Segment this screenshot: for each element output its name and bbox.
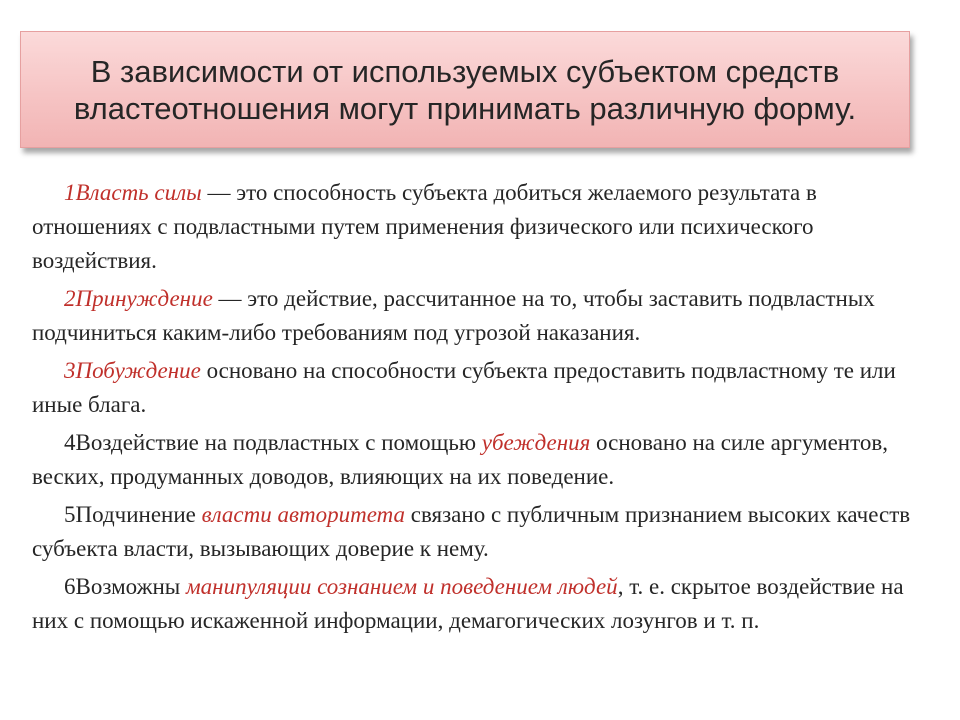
slide-title [74, 53, 856, 127]
paragraph-authority [32, 498, 932, 566]
paragraph-text: — это способность субъекта добиться желаемого результата в отношениях с подвластными путем применения физического или психического воздействия. [32, 180, 817, 273]
term-power-of-force: 1Власть силы [64, 180, 202, 205]
paragraph-coercion [32, 282, 932, 350]
term-authority: власти авторитета [201, 502, 405, 527]
body-text [32, 176, 932, 642]
paragraph-manipulation [32, 570, 932, 638]
paragraph-text-after: основано на силе аргументов, веских, продуманных доводов, влияющих на их поведение. [32, 430, 888, 489]
paragraph-text: основано на способности субъекта предоставить подвластному те или иные блага. [32, 358, 896, 417]
paragraph-text-after: , т. е. скрытое воздействие на них с помощью искаженной информации, демагогических лозунгов и т. п. [32, 574, 904, 633]
title-box [20, 31, 910, 148]
paragraph-text-before: 5Подчинение [64, 502, 202, 527]
title-line-1: В зависимости от используемых субъектом средств [90, 53, 840, 89]
paragraph-power-of-force [32, 176, 932, 278]
paragraph-persuasion [32, 426, 932, 494]
term-persuasion: убеждения [481, 430, 591, 455]
term-manipulation: манипуляции сознанием и поведением людей [186, 574, 618, 599]
term-inducement: 3Побуждение [64, 358, 201, 383]
paragraph-text: — это действие, рассчитанное на то, чтобы заставить подвластных подчиниться каким-либо требованиям под угрозой наказания. [32, 286, 875, 345]
paragraph-text-after: связано с публичным признанием высоких качеств субъекта власти, вызывающих доверие к нему. [32, 502, 911, 561]
paragraph-text-before: 4Воздействие на подвластных с помощью [64, 430, 482, 455]
term-coercion: 2Принуждение [64, 286, 213, 311]
paragraph-inducement [32, 354, 932, 422]
title-line-2: властеотношения могут принимать различную форму. [73, 90, 857, 126]
paragraph-text-before: 6Возможны [64, 574, 186, 599]
